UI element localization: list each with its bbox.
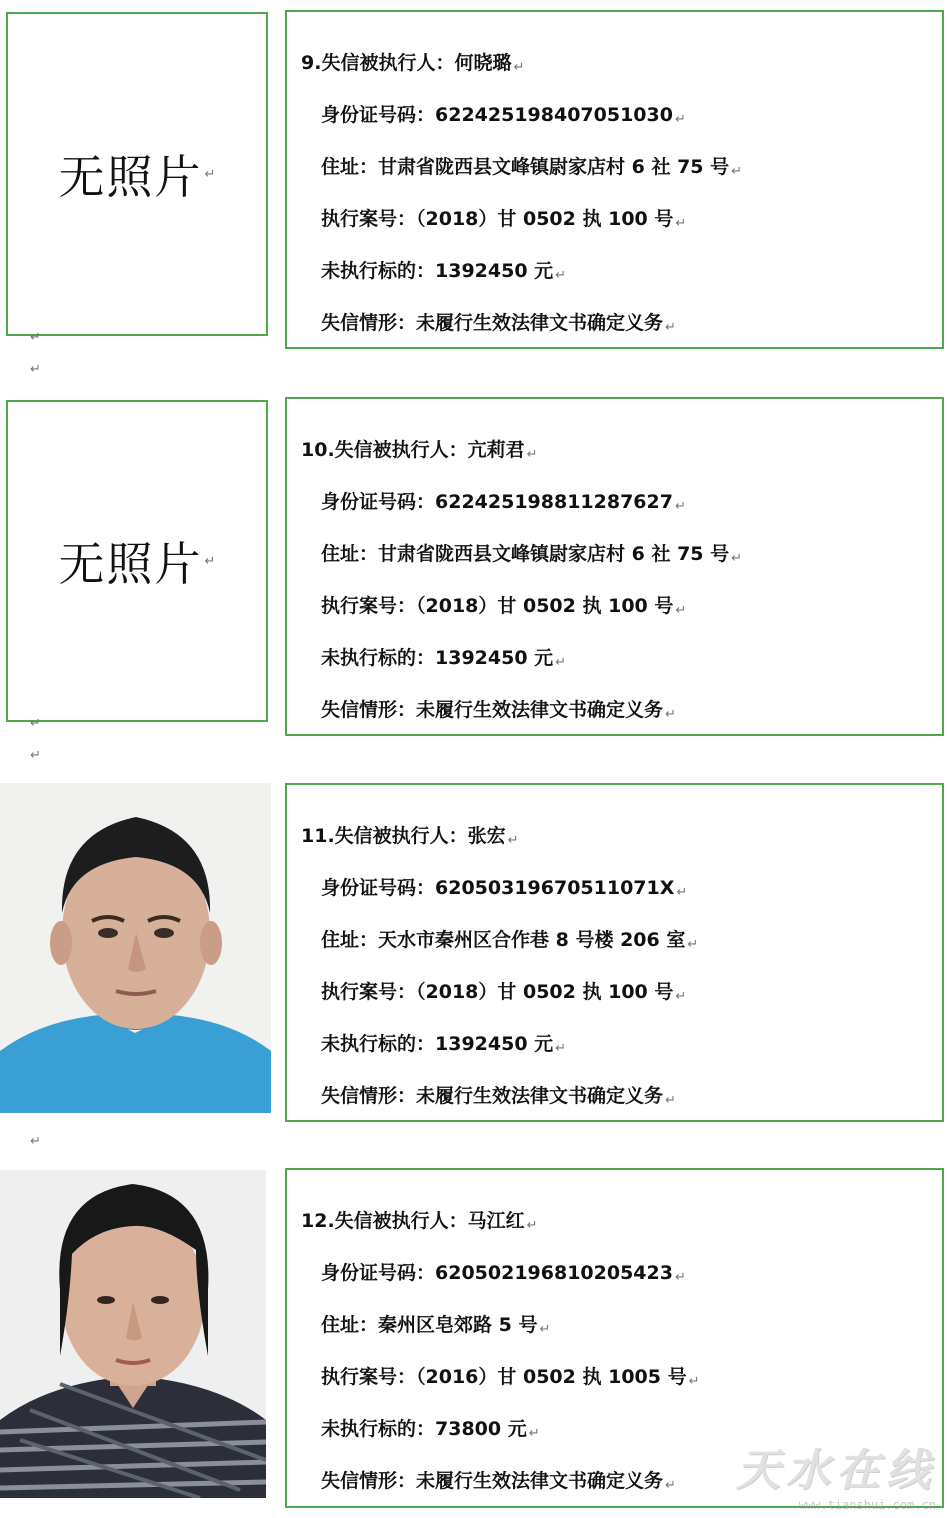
id-number: 身份证号码：620502196810205423 (321, 1262, 673, 1284)
person-photo-woman (0, 1170, 266, 1498)
case-number: 执行案号：（2018）甘 0502 执 100 号 (321, 595, 674, 617)
record-card: 10.失信被执行人：亢莉君 ↵ 身份证号码：622425198811287627 ↵ 住址：甘肃省陇西县文峰镇尉家店村 6 社 75 号 ↵ 执行案号：（2018）甘 0502 执 100 号 ↵ 未执行标的：1392450 元 ↵ 失信情形：未履行生效法律文书确定义务 ↵ (285, 397, 944, 736)
record-card: 11.失信被执行人：张宏 ↵ 身份证号码：62050319670511071X ↵ 住址：天水市秦州区合作巷 8 号楼 206 室 ↵ 执行案号：（2018）甘 0502 执 100 号 ↵ 未执行标的：1392450 元 ↵ 失信情形：未履行生效法律文书确定义务 ↵ (285, 783, 944, 1122)
no-photo-label: 无照片 (58, 537, 203, 591)
id-number: 身份证号码：622425198811287627 (321, 491, 673, 513)
address: 住址：甘肃省陇西县文峰镇尉家店村 6 社 75 号 (321, 543, 730, 565)
unexecuted-amount: 未执行标的：73800 元 (321, 1418, 527, 1440)
watermark-logo-text: 天水在线 (736, 1445, 936, 1496)
record-title: 11.失信被执行人：张宏 (301, 825, 506, 847)
no-photo-label: 无照片 (58, 150, 203, 204)
portrait-illustration (0, 783, 271, 1113)
case-number: 执行案号：（2016）甘 0502 执 1005 号 (321, 1366, 687, 1388)
unexecuted-amount: 未执行标的：1392450 元 (321, 260, 554, 282)
person-photo-man (0, 783, 271, 1113)
paragraph-mark: ↵ (30, 330, 41, 345)
portrait-illustration (0, 1170, 266, 1498)
no-photo-box: 无照片 ↵ (6, 12, 268, 336)
id-number: 身份证号码：622425198407051030 (321, 104, 673, 126)
default-situation: 失信情形：未履行生效法律文书确定义务 (321, 1085, 664, 1107)
case-number: 执行案号：（2018）甘 0502 执 100 号 (321, 208, 674, 230)
watermark-url: www.tianshui.com.cn (798, 1498, 936, 1512)
site-watermark (736, 1434, 936, 1512)
record-card: 12.失信被执行人：马江红 ↵ 身份证号码：620502196810205423 ↵ 住址：秦州区皂郊路 5 号 ↵ 执行案号：（2016）甘 0502 执 1005 号 ↵ 未执行标的：73800 元 ↵ 失信情形：未履行生效法律文书确定义务 ↵ (285, 1168, 944, 1508)
address: 住址：甘肃省陇西县文峰镇尉家店村 6 社 75 号 (321, 156, 730, 178)
id-number: 身份证号码：62050319670511071X (321, 877, 675, 899)
record-card: 9.失信被执行人：何晓璐 ↵ 身份证号码：622425198407051030 ↵ 住址：甘肃省陇西县文峰镇尉家店村 6 社 75 号 ↵ 执行案号：（2018）甘 0502 执 100 号 ↵ 未执行标的：1392450 元 ↵ 失信情形：未履行生效法律文书确定义务 ↵ (285, 10, 944, 349)
default-situation: 失信情形：未履行生效法律文书确定义务 (321, 1470, 664, 1492)
record-title: 9.失信被执行人：何晓璐 (301, 52, 512, 74)
unexecuted-amount: 未执行标的：1392450 元 (321, 1033, 554, 1055)
unexecuted-amount: 未执行标的：1392450 元 (321, 647, 554, 669)
record-title: 10.失信被执行人：亢莉君 (301, 439, 525, 461)
paragraph-mark: ↵ (30, 362, 41, 377)
default-situation: 失信情形：未履行生效法律文书确定义务 (321, 312, 664, 334)
paragraph-mark: ↵ (30, 748, 41, 763)
case-number: 执行案号：（2018）甘 0502 执 100 号 (321, 981, 674, 1003)
record-title: 12.失信被执行人：马江红 (301, 1210, 525, 1232)
address: 住址：天水市秦州区合作巷 8 号楼 206 室 (321, 929, 686, 951)
default-situation: 失信情形：未履行生效法律文书确定义务 (321, 699, 664, 721)
paragraph-mark: ↵ (30, 1134, 41, 1149)
address: 住址：秦州区皂郊路 5 号 (321, 1314, 538, 1336)
no-photo-box: 无照片 ↵ (6, 400, 268, 722)
paragraph-mark: ↵ (30, 716, 41, 731)
